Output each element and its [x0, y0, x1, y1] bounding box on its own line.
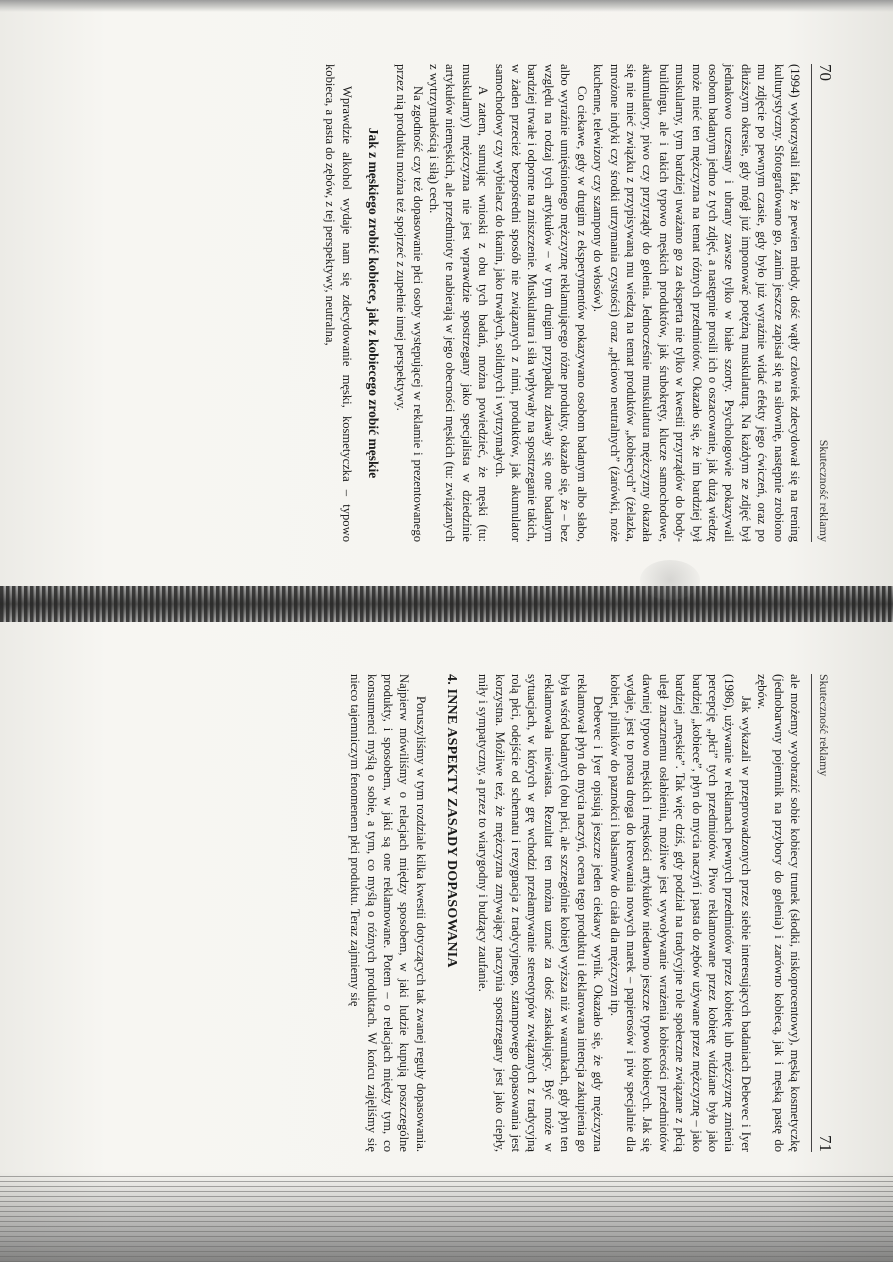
book-gutter [0, 586, 893, 622]
page-70-content [0, 20, 893, 580]
section-heading: 4. INNE ASPEKTY ZASADY DOPASOWANIA [443, 674, 459, 968]
running-title: Skuteczność reklamy [817, 674, 831, 777]
paragraph: Wprawdzie alkohol wydaje nam się zdecydowanie męski, kosmetyczka – typowo kobieca, a pasta do zębów, z tej perspektywy, neutralna, [323, 64, 354, 542]
running-title: Skuteczność reklamy [817, 439, 831, 542]
scan-bottom-edge [0, 1172, 893, 1262]
paragraph: A zatem, sumując wnioski z obu tych badań, można powiedzieć, że męski (tu: muskularny) mężczyzna nie jest wprawdzie spostrzegany jako specjalista w dziedzinie artykułów niemęskich, ale przedmioty te nabierają w jego obecności męskich (tu: związanych z wytrzymałością i siłą) cech. [427, 64, 491, 542]
paragraph: Co ciekawe, gdy w drugim z eksperymentów pokazywano osobom badanym albo słabo, albo wyraźnie umięśnionego mężczyznę reklamującego różne produkty, okazało się, że – bez względu na rodzaj tych artykułów – w tym drugim przypadku zdawały się one badanym bardziej trwałe i odporne na zniszczenie. Muskulatura i siła wpływały na spostrzeganie takich, w żaden przecież bezpośredni sposób nie związanych z nimi, produktów, jak akumulator samochodowy czy wybielacz do tkanin, jako trwałych, solidnych i wytrzymałych. [492, 64, 589, 542]
paragraph: ale możemy wyobrazić sobie kobiecy trunek (słodki, niskoprocentowy), męską kosmetyczkę (jednobarwny pojemnik na przybory do golenia) i zarówno kobiecą, jak i męską pastę do zębów. [755, 674, 802, 1152]
page-71-content [0, 630, 893, 1190]
paragraph: Jak wykazali w przeprowadzonych przez siebie interesujących badaniach Debevec i Iyer (1986), używanie w reklamach pewnych przedmiotów przez kobietę lub mężczyznę zmienia percepcję „płci” tych przedmiotów. Piwo reklamowane przez kobietę widziane było jako bardziej „kobiece”, płyn do mycia naczyń i pasta do zębów używane przez mężczyznę – jako bardziej „męskie”. Tak więc dziś, gdy podział na tradycyjne role społeczne związane z płcią uległ znacznemu osłabieniu, możliwe jest wywoływanie wrażenia kobiecości przedmiotów dawniej typowo męskich i męskości artykułów niedawno jeszcze typowo kobiecych. Jak się wydaje, jest to prosta droga do kreowania nowych marek – papierosów i piw specjalnie dla kobiet, pilników do paznokci i balsamów do ciała dla mężczyzn itp. [607, 674, 753, 1152]
page-number: 70 [816, 64, 835, 81]
paragraph: Debevec i Iyer opisują jeszcze jeden ciekawy wynik. Okazało się, że gdy mężczyzna reklamował płyn do mycia naczyń, ocena tego produktu i deklarowana intencja zakupienia go była wśród badanych (obu płci, ale szczególnie kobiet) wyższa niż w warunkach, gdy płyn ten reklamowała niewiasta. Rezultat ten można uznać za dość zaskakujący. Być może w sytuacjach, w których w grę wchodzi przełamywanie stereotypów związanych z tradycyjną rolą płci, odejście od schematu i rezygnacja z tradycyjnego, sztampowego dopasowania jest korzystna. Możliwe też, że mężczyzna zmywający naczynia spostrzegany jest jako ciepły, miły i sympatyczny, a przez to wiarygodny i budzący zaufanie. [476, 674, 606, 1152]
page-71 [0, 630, 893, 1190]
running-head-70 [811, 64, 835, 542]
page-70 [0, 20, 893, 580]
paragraph: Poruszyliśmy w tym rozdziale kilka kwestii dotyczących tak zwanej reguły dopasowania. Najpierw mówiliśmy o relacjach między sposobem, w jaki ludzie kupują poszczególne produkty, i sposobem, w jaki są one reklamowane. Potem – o relacjach między tym, co konsumenci myślą o sobie, a tym, co myślą o różnych produktach. W końcu zajęliśmy się nieco tajemniczym fenomenem płci produktu. Teraz zajmiemy się [348, 674, 428, 1152]
scan-smudge [640, 560, 700, 600]
paragraph: Na zgodność czy też dopasowanie płci osoby występującej w reklamie i prezentowanego przez nią produktu można też spojrzeć z zupełnie innej perspektywy. [394, 64, 425, 542]
page-number: 71 [816, 1135, 835, 1152]
subheading: Jak z męskiego zrobić kobiece, jak z kobiecego zrobić męskie [365, 127, 381, 479]
scan-top-edge [0, 0, 893, 12]
paragraph: (1994) wykorzystali fakt, że pewien młody, dość wątły człowiek zdecydował się na trening kulturystyczny. Sfotografowano go, zanim jeszcze zapisał się na siłownię, następnie zrobiono mu zdjęcie po pewnym czasie, gdy było już wyraźnie widać efekty jego ćwiczeń, oraz po dłuższym okresie, gdy mógł już imponować potężną muskulaturą. Na każdym ze zdjęć był jednakowo uczesany i ubrany zawsze tylko w białe szorty. Psychologowie pokazywali osobom badanym jedno z tych zdjęć, a następnie prosili ich o oszacowanie, jak dużą wiedzę może mieć ten mężczyzna na temat różnych przedmiotów. Okazało się, że im bardziej był muskularny, tym bardziej uważano go za eksperta nie tylko w kwestii przyrządów do body-buildingu, ale i takich typowo męskich produktów, jak śrubokręty, klucze samochodowe, akumulatory, piwo czy przyrządy do golenia. Jednocześnie muskulatura mężczyzny okazała się nie mieć związku z przypisywaną mu wiedzą na temat produktów „kobiecych” (żelazka, mrożone indyki czy środki utrzymania czystości) oraz „płciowo neutralnych” (żarówki, noże kuchenne, telewizory czy szampony do włosów). [591, 64, 802, 542]
running-head-71 [811, 674, 835, 1152]
